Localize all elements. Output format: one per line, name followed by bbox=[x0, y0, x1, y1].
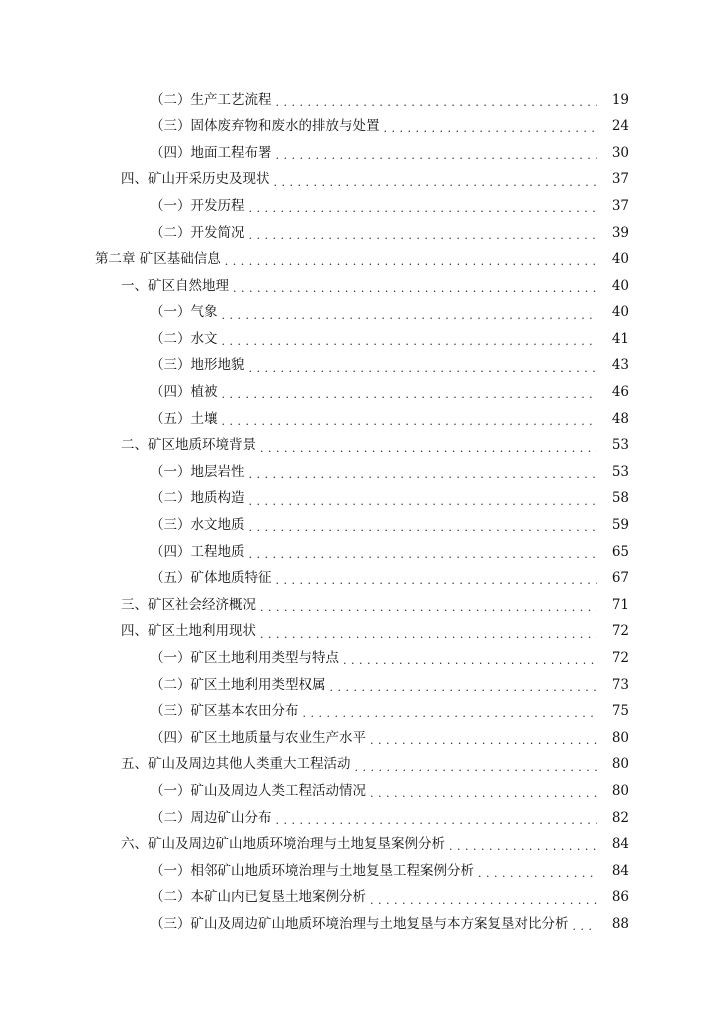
toc-entry-title: （四）植被 bbox=[150, 384, 218, 401]
table-of-contents bbox=[0, 87, 724, 938]
toc-entry-page: 40 bbox=[611, 304, 629, 321]
toc-entry[interactable] bbox=[0, 645, 724, 672]
toc-entry-title: （二）地质构造 bbox=[150, 490, 245, 507]
toc-entry-title: （三）矿山及周边矿山地质环境治理与土地复垦与本方案复垦对比分析 bbox=[150, 915, 569, 932]
toc-leader-dots bbox=[330, 682, 598, 693]
toc-entry[interactable] bbox=[0, 193, 724, 220]
toc-entry-page: 84 bbox=[611, 836, 629, 853]
toc-leader-dots bbox=[573, 921, 598, 932]
toc-entry-page: 80 bbox=[611, 782, 629, 799]
toc-entry-page: 19 bbox=[611, 91, 629, 108]
toc-leader-dots bbox=[249, 203, 598, 214]
toc-entry-title: 第二章 矿区基础信息 bbox=[95, 251, 221, 268]
toc-leader-dots bbox=[449, 841, 597, 852]
toc-entry-title: （三）水文地质 bbox=[150, 517, 245, 534]
toc-entry[interactable] bbox=[0, 486, 724, 513]
toc-entry-page: 71 bbox=[611, 596, 629, 613]
toc-entry-title: （五）矿体地质特征 bbox=[150, 570, 272, 587]
toc-entry-page: 43 bbox=[611, 357, 629, 374]
toc-entry-page: 41 bbox=[611, 330, 629, 347]
toc-leader-dots bbox=[260, 629, 597, 640]
toc-leader-dots bbox=[233, 283, 597, 294]
toc-leader-dots bbox=[343, 655, 597, 666]
toc-entry-page: 48 bbox=[611, 410, 629, 427]
toc-leader-dots bbox=[370, 788, 597, 799]
toc-leader-dots bbox=[478, 868, 597, 879]
toc-entry-page: 75 bbox=[611, 703, 629, 720]
toc-entry[interactable] bbox=[0, 619, 724, 646]
toc-leader-dots bbox=[276, 575, 598, 586]
toc-entry-title: （五）土壤 bbox=[150, 410, 218, 427]
toc-entry-page: 58 bbox=[611, 490, 629, 507]
toc-entry-title: （二）周边矿山分布 bbox=[150, 809, 272, 826]
toc-entry-page: 80 bbox=[611, 756, 629, 773]
toc-entry-title: （三）固体废弃物和废水的排放与处置 bbox=[150, 118, 380, 135]
toc-entry[interactable] bbox=[0, 672, 724, 699]
toc-entry[interactable] bbox=[0, 300, 724, 327]
toc-entry-title: （二）本矿山内已复垦土地案例分析 bbox=[150, 889, 366, 906]
toc-entry-page: 37 bbox=[611, 171, 629, 188]
toc-entry[interactable] bbox=[0, 114, 724, 141]
toc-leader-dots bbox=[276, 97, 598, 108]
toc-leader-dots bbox=[225, 256, 597, 267]
toc-entry-page: 73 bbox=[611, 676, 629, 693]
toc-entry-title: （二）开发简况 bbox=[150, 224, 245, 241]
toc-leader-dots bbox=[370, 895, 597, 906]
toc-entry[interactable] bbox=[0, 778, 724, 805]
toc-entry[interactable] bbox=[0, 592, 724, 619]
toc-leader-dots bbox=[260, 602, 597, 613]
toc-leader-dots bbox=[249, 363, 598, 374]
toc-entry-page: 84 bbox=[611, 862, 629, 879]
toc-entry-page: 80 bbox=[611, 729, 629, 746]
toc-entry-page: 37 bbox=[611, 197, 629, 214]
toc-entry-title: 一、矿区自然地理 bbox=[121, 277, 229, 294]
toc-leader-dots bbox=[276, 150, 598, 161]
toc-entry[interactable] bbox=[0, 832, 724, 859]
toc-entry-page: 72 bbox=[611, 623, 629, 640]
toc-entry-title: （一）地层岩性 bbox=[150, 463, 245, 480]
toc-entry-title: （二）矿区土地利用类型权属 bbox=[150, 676, 326, 693]
toc-leader-dots bbox=[222, 336, 598, 347]
toc-leader-dots bbox=[303, 708, 598, 719]
toc-entry-page: 82 bbox=[611, 809, 629, 826]
toc-leader-dots bbox=[370, 735, 597, 746]
toc-entry[interactable] bbox=[0, 220, 724, 247]
toc-entry-title: 二、矿区地质环境背景 bbox=[121, 437, 256, 454]
toc-entry-title: 四、矿区土地利用现状 bbox=[121, 623, 256, 640]
toc-leader-dots bbox=[249, 522, 598, 533]
toc-entry[interactable] bbox=[0, 433, 724, 460]
toc-entry-page: 53 bbox=[611, 437, 629, 454]
toc-entry-title: （一）矿山及周边人类工程活动情况 bbox=[150, 782, 366, 799]
toc-leader-dots bbox=[355, 762, 598, 773]
toc-leader-dots bbox=[274, 177, 598, 188]
toc-entry-page: 40 bbox=[611, 251, 629, 268]
toc-entry[interactable] bbox=[0, 539, 724, 566]
toc-entry-page: 88 bbox=[611, 915, 629, 932]
toc-entry-title: 六、矿山及周边矿山地质环境治理与土地复垦案例分析 bbox=[121, 836, 445, 853]
toc-entry[interactable] bbox=[0, 513, 724, 540]
toc-entry[interactable] bbox=[0, 140, 724, 167]
toc-entry-title: （三）矿区基本农田分布 bbox=[150, 703, 299, 720]
toc-entry-page: 72 bbox=[611, 650, 629, 667]
toc-entry[interactable] bbox=[0, 885, 724, 912]
toc-entry[interactable] bbox=[0, 273, 724, 300]
toc-entry-title: （一）气象 bbox=[150, 304, 218, 321]
toc-leader-dots bbox=[249, 469, 598, 480]
toc-leader-dots bbox=[249, 496, 598, 507]
toc-entry-title: （二）水文 bbox=[150, 330, 218, 347]
toc-entry[interactable] bbox=[0, 566, 724, 593]
toc-entry[interactable] bbox=[0, 406, 724, 433]
toc-entry[interactable] bbox=[0, 911, 724, 938]
toc-leader-dots bbox=[384, 123, 598, 134]
toc-entry[interactable] bbox=[0, 326, 724, 353]
toc-entry-page: 65 bbox=[611, 543, 629, 560]
toc-entry-title: （一）矿区土地利用类型与特点 bbox=[150, 650, 339, 667]
toc-entry-title: （四）矿区土地质量与农业生产水平 bbox=[150, 729, 366, 746]
toc-leader-dots bbox=[249, 549, 598, 560]
toc-leader-dots bbox=[222, 416, 598, 427]
toc-entry-title: （一）相邻矿山地质环境治理与土地复垦工程案例分析 bbox=[150, 862, 474, 879]
toc-entry-page: 67 bbox=[611, 570, 629, 587]
toc-entry[interactable] bbox=[0, 247, 724, 274]
toc-entry-title: （四）工程地质 bbox=[150, 543, 245, 560]
toc-entry-page: 53 bbox=[611, 463, 629, 480]
toc-entry-title: （一）开发历程 bbox=[150, 197, 245, 214]
toc-entry-page: 30 bbox=[611, 144, 629, 161]
toc-entry[interactable] bbox=[0, 87, 724, 114]
toc-entry-title: 三、矿区社会经济概况 bbox=[121, 596, 256, 613]
toc-entry-title: （三）地形地貌 bbox=[150, 357, 245, 374]
toc-leader-dots bbox=[276, 815, 598, 826]
toc-entry-page: 59 bbox=[611, 517, 629, 534]
toc-entry-title: （四）地面工程布署 bbox=[150, 144, 272, 161]
toc-leader-dots bbox=[222, 310, 598, 321]
toc-entry-page: 39 bbox=[611, 224, 629, 241]
toc-entry[interactable] bbox=[0, 752, 724, 779]
toc-entry-title: 五、矿山及周边其他人类重大工程活动 bbox=[121, 756, 351, 773]
toc-entry-title: 四、矿山开采历史及现状 bbox=[121, 171, 270, 188]
toc-entry[interactable] bbox=[0, 858, 724, 885]
toc-entry[interactable] bbox=[0, 167, 724, 194]
toc-entry[interactable] bbox=[0, 380, 724, 407]
toc-entry[interactable] bbox=[0, 459, 724, 486]
toc-entry[interactable] bbox=[0, 725, 724, 752]
toc-entry-page: 86 bbox=[611, 889, 629, 906]
toc-entry[interactable] bbox=[0, 805, 724, 832]
toc-entry-page: 24 bbox=[611, 118, 629, 135]
toc-leader-dots bbox=[260, 443, 597, 454]
toc-entry[interactable] bbox=[0, 353, 724, 380]
toc-entry-title: （二）生产工艺流程 bbox=[150, 91, 272, 108]
toc-entry-page: 46 bbox=[611, 384, 629, 401]
toc-entry[interactable] bbox=[0, 699, 724, 726]
toc-entry-page: 40 bbox=[611, 277, 629, 294]
toc-leader-dots bbox=[222, 389, 598, 400]
toc-leader-dots bbox=[249, 230, 598, 241]
